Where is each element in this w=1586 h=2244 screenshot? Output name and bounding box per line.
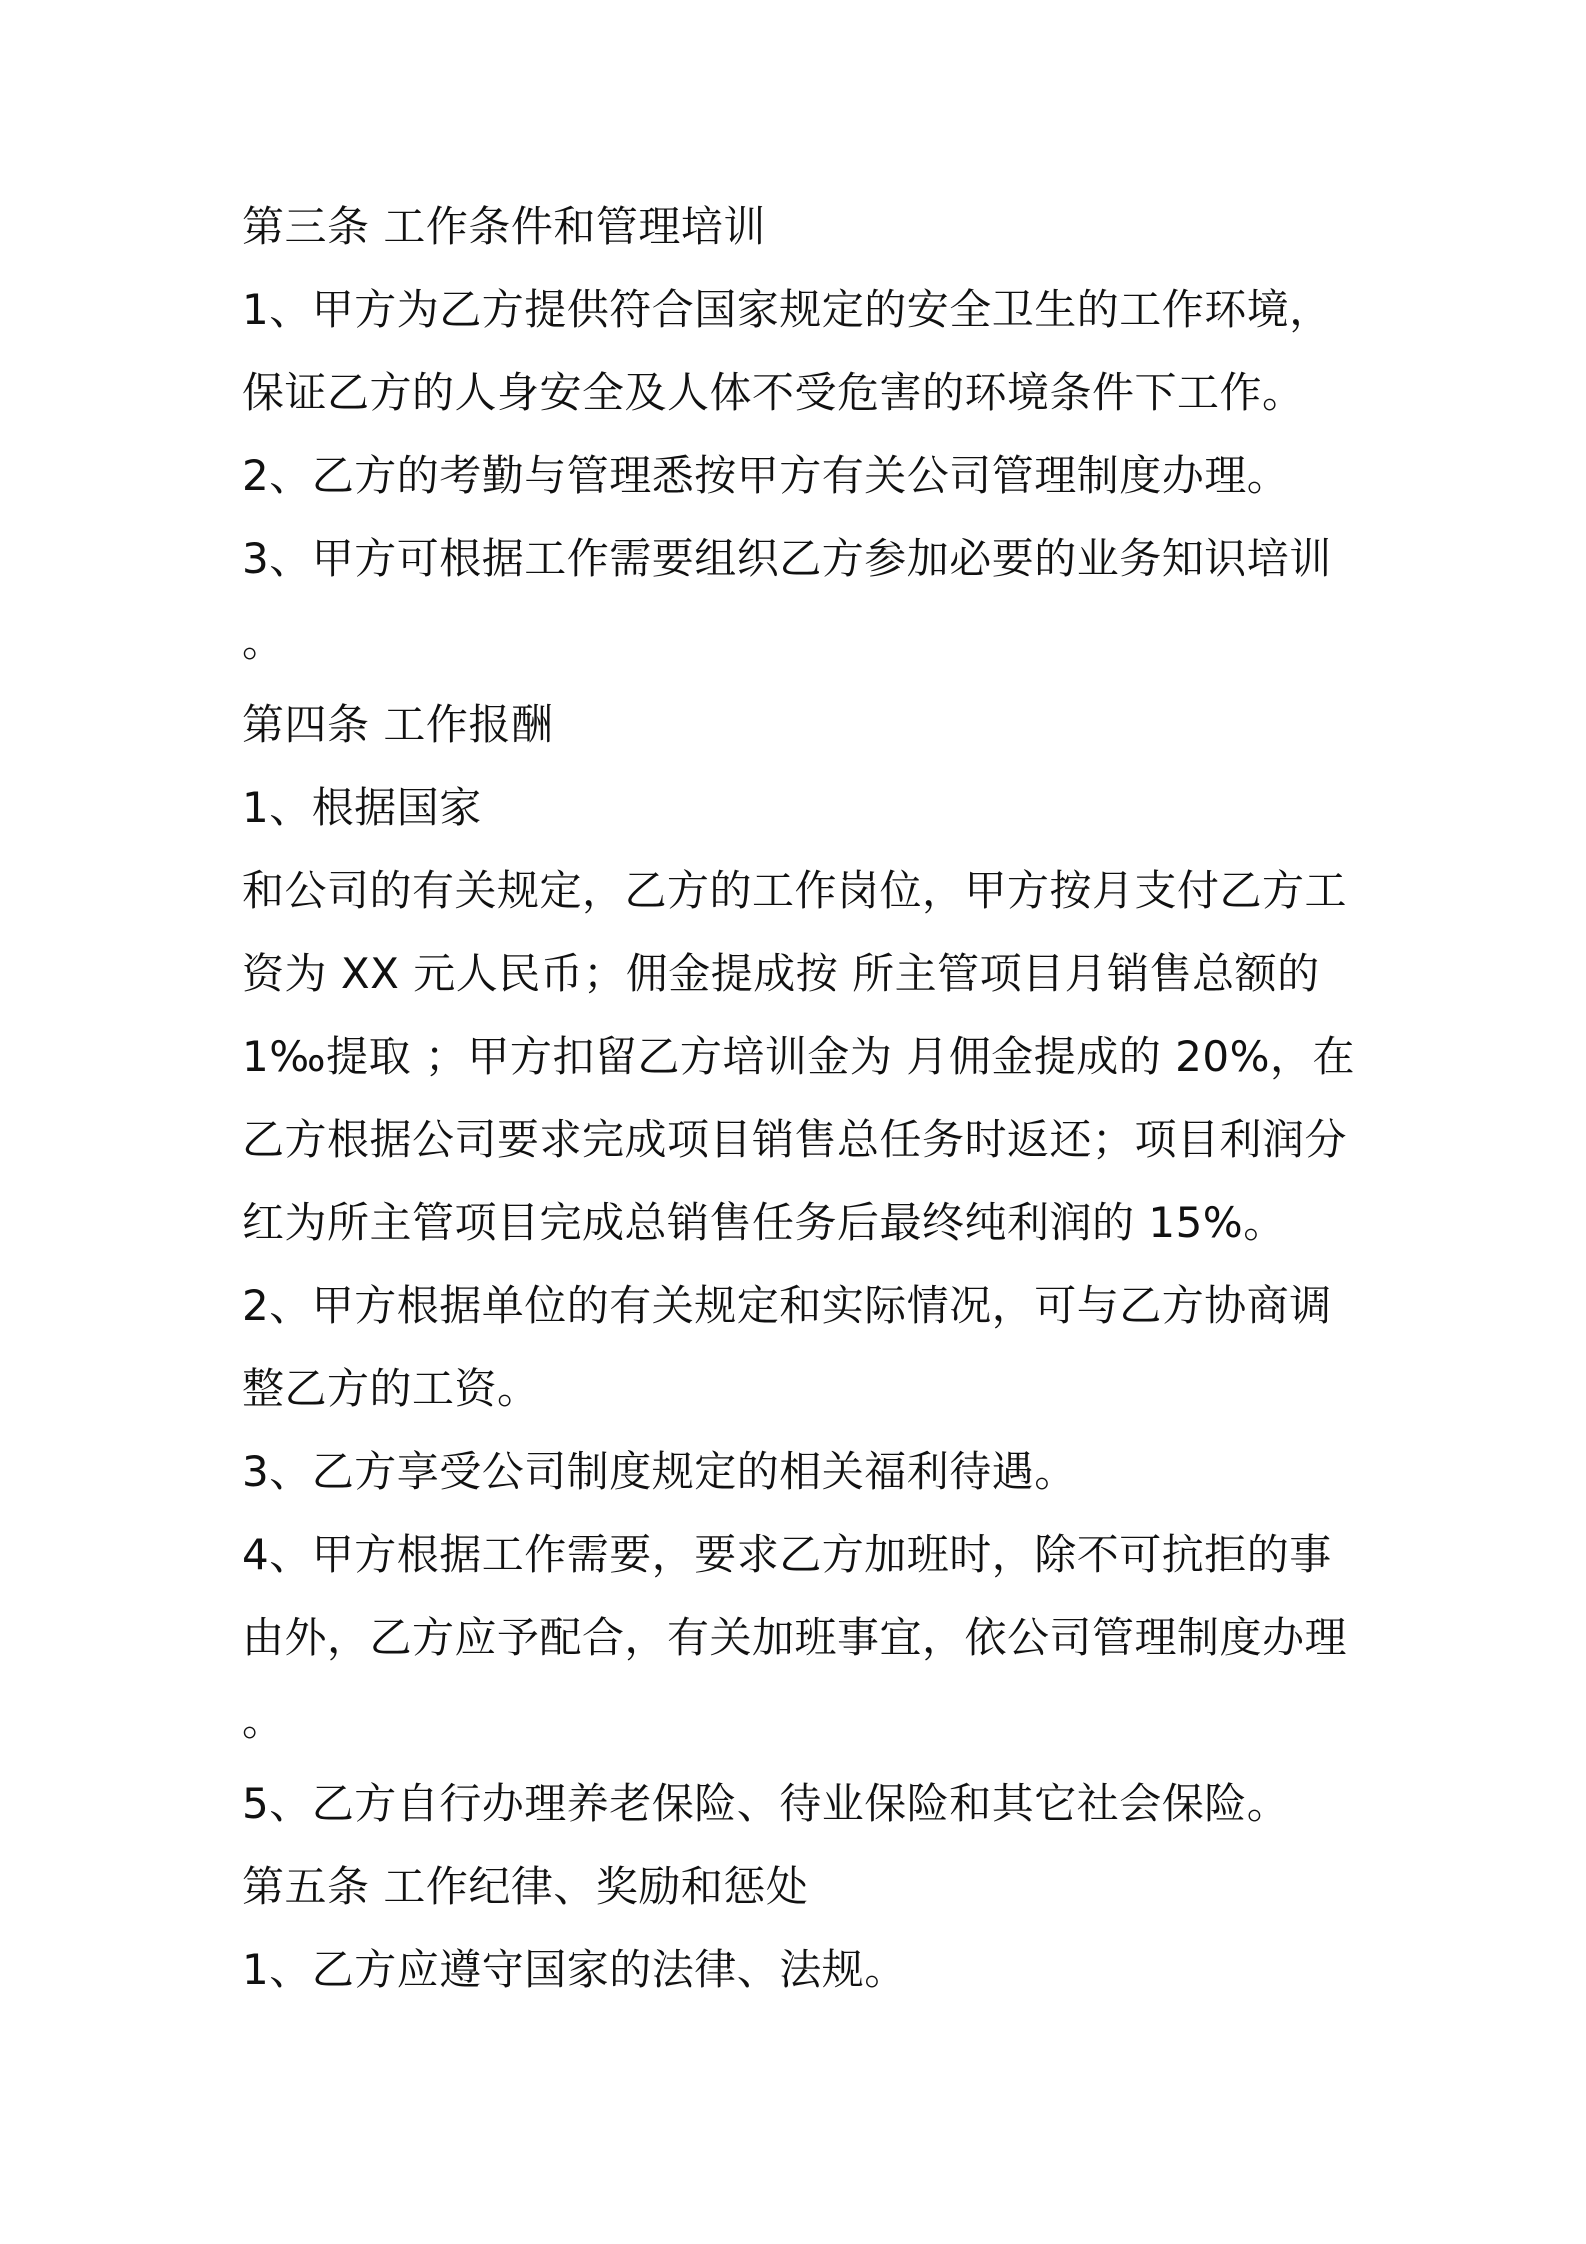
article-4-clause-1-line-4: 1‰提取 ；甲方扣留乙方培训金为 月佣金提成的 20%，在 bbox=[242, 1032, 1355, 1081]
article-4-clause-2-line-2: 整乙方的工资。 bbox=[242, 1364, 540, 1413]
article-4-clause-1-line-3: 资为 XX 元人民币；佣金提成按 所主管项目月销售总额的 bbox=[242, 949, 1320, 998]
article-3-clause-3-line-2: 。 bbox=[242, 617, 285, 666]
article-4-clause-4-line-1: 4、甲方根据工作需要，要求乙方加班时，除不可抗拒的事 bbox=[242, 1530, 1332, 1579]
article-3-clause-1-line-1: 1、甲方为乙方提供符合国家规定的安全卫生的工作环境， bbox=[242, 285, 1332, 334]
article-3-heading: 第三条 工作条件和管理培训 bbox=[242, 202, 766, 251]
article-5-heading: 第五条 工作纪律、奖励和惩处 bbox=[242, 1862, 809, 1911]
article-5-clause-1: 1、乙方应遵守国家的法律、法规。 bbox=[242, 1945, 907, 1994]
article-4-clause-1-line-2: 和公司的有关规定，乙方的工作岗位，甲方按月支付乙方工 bbox=[242, 866, 1348, 915]
article-4-clause-3: 3、乙方享受公司制度规定的相关福利待遇。 bbox=[242, 1447, 1077, 1496]
article-4-clause-4-line-2: 由外，乙方应予配合，有关加班事宜，依公司管理制度办理 bbox=[242, 1613, 1348, 1662]
article-4-clause-1-line-6: 红为所主管项目完成总销售任务后最终纯利润的 15%。 bbox=[242, 1198, 1286, 1247]
article-4-clause-2-line-1: 2、甲方根据单位的有关规定和实际情况，可与乙方协商调 bbox=[242, 1281, 1332, 1330]
article-4-clause-5: 5、乙方自行办理养老保险、待业保险和其它社会保险。 bbox=[242, 1779, 1290, 1828]
article-4-clause-1-line-5: 乙方根据公司要求完成项目销售总任务时返还；项目利润分 bbox=[242, 1115, 1348, 1164]
article-3-clause-2: 2、乙方的考勤与管理悉按甲方有关公司管理制度办理。 bbox=[242, 451, 1290, 500]
article-4-clause-4-line-3: 。 bbox=[242, 1696, 285, 1745]
article-4-clause-1-line-1: 1、根据国家 bbox=[242, 783, 482, 832]
article-4-heading: 第四条 工作报酬 bbox=[242, 700, 554, 749]
article-3-clause-1-line-2: 保证乙方的人身安全及人体不受危害的环境条件下工作。 bbox=[242, 368, 1305, 417]
article-3-clause-3-line-1: 3、甲方可根据工作需要组织乙方参加必要的业务知识培训 bbox=[242, 534, 1332, 583]
